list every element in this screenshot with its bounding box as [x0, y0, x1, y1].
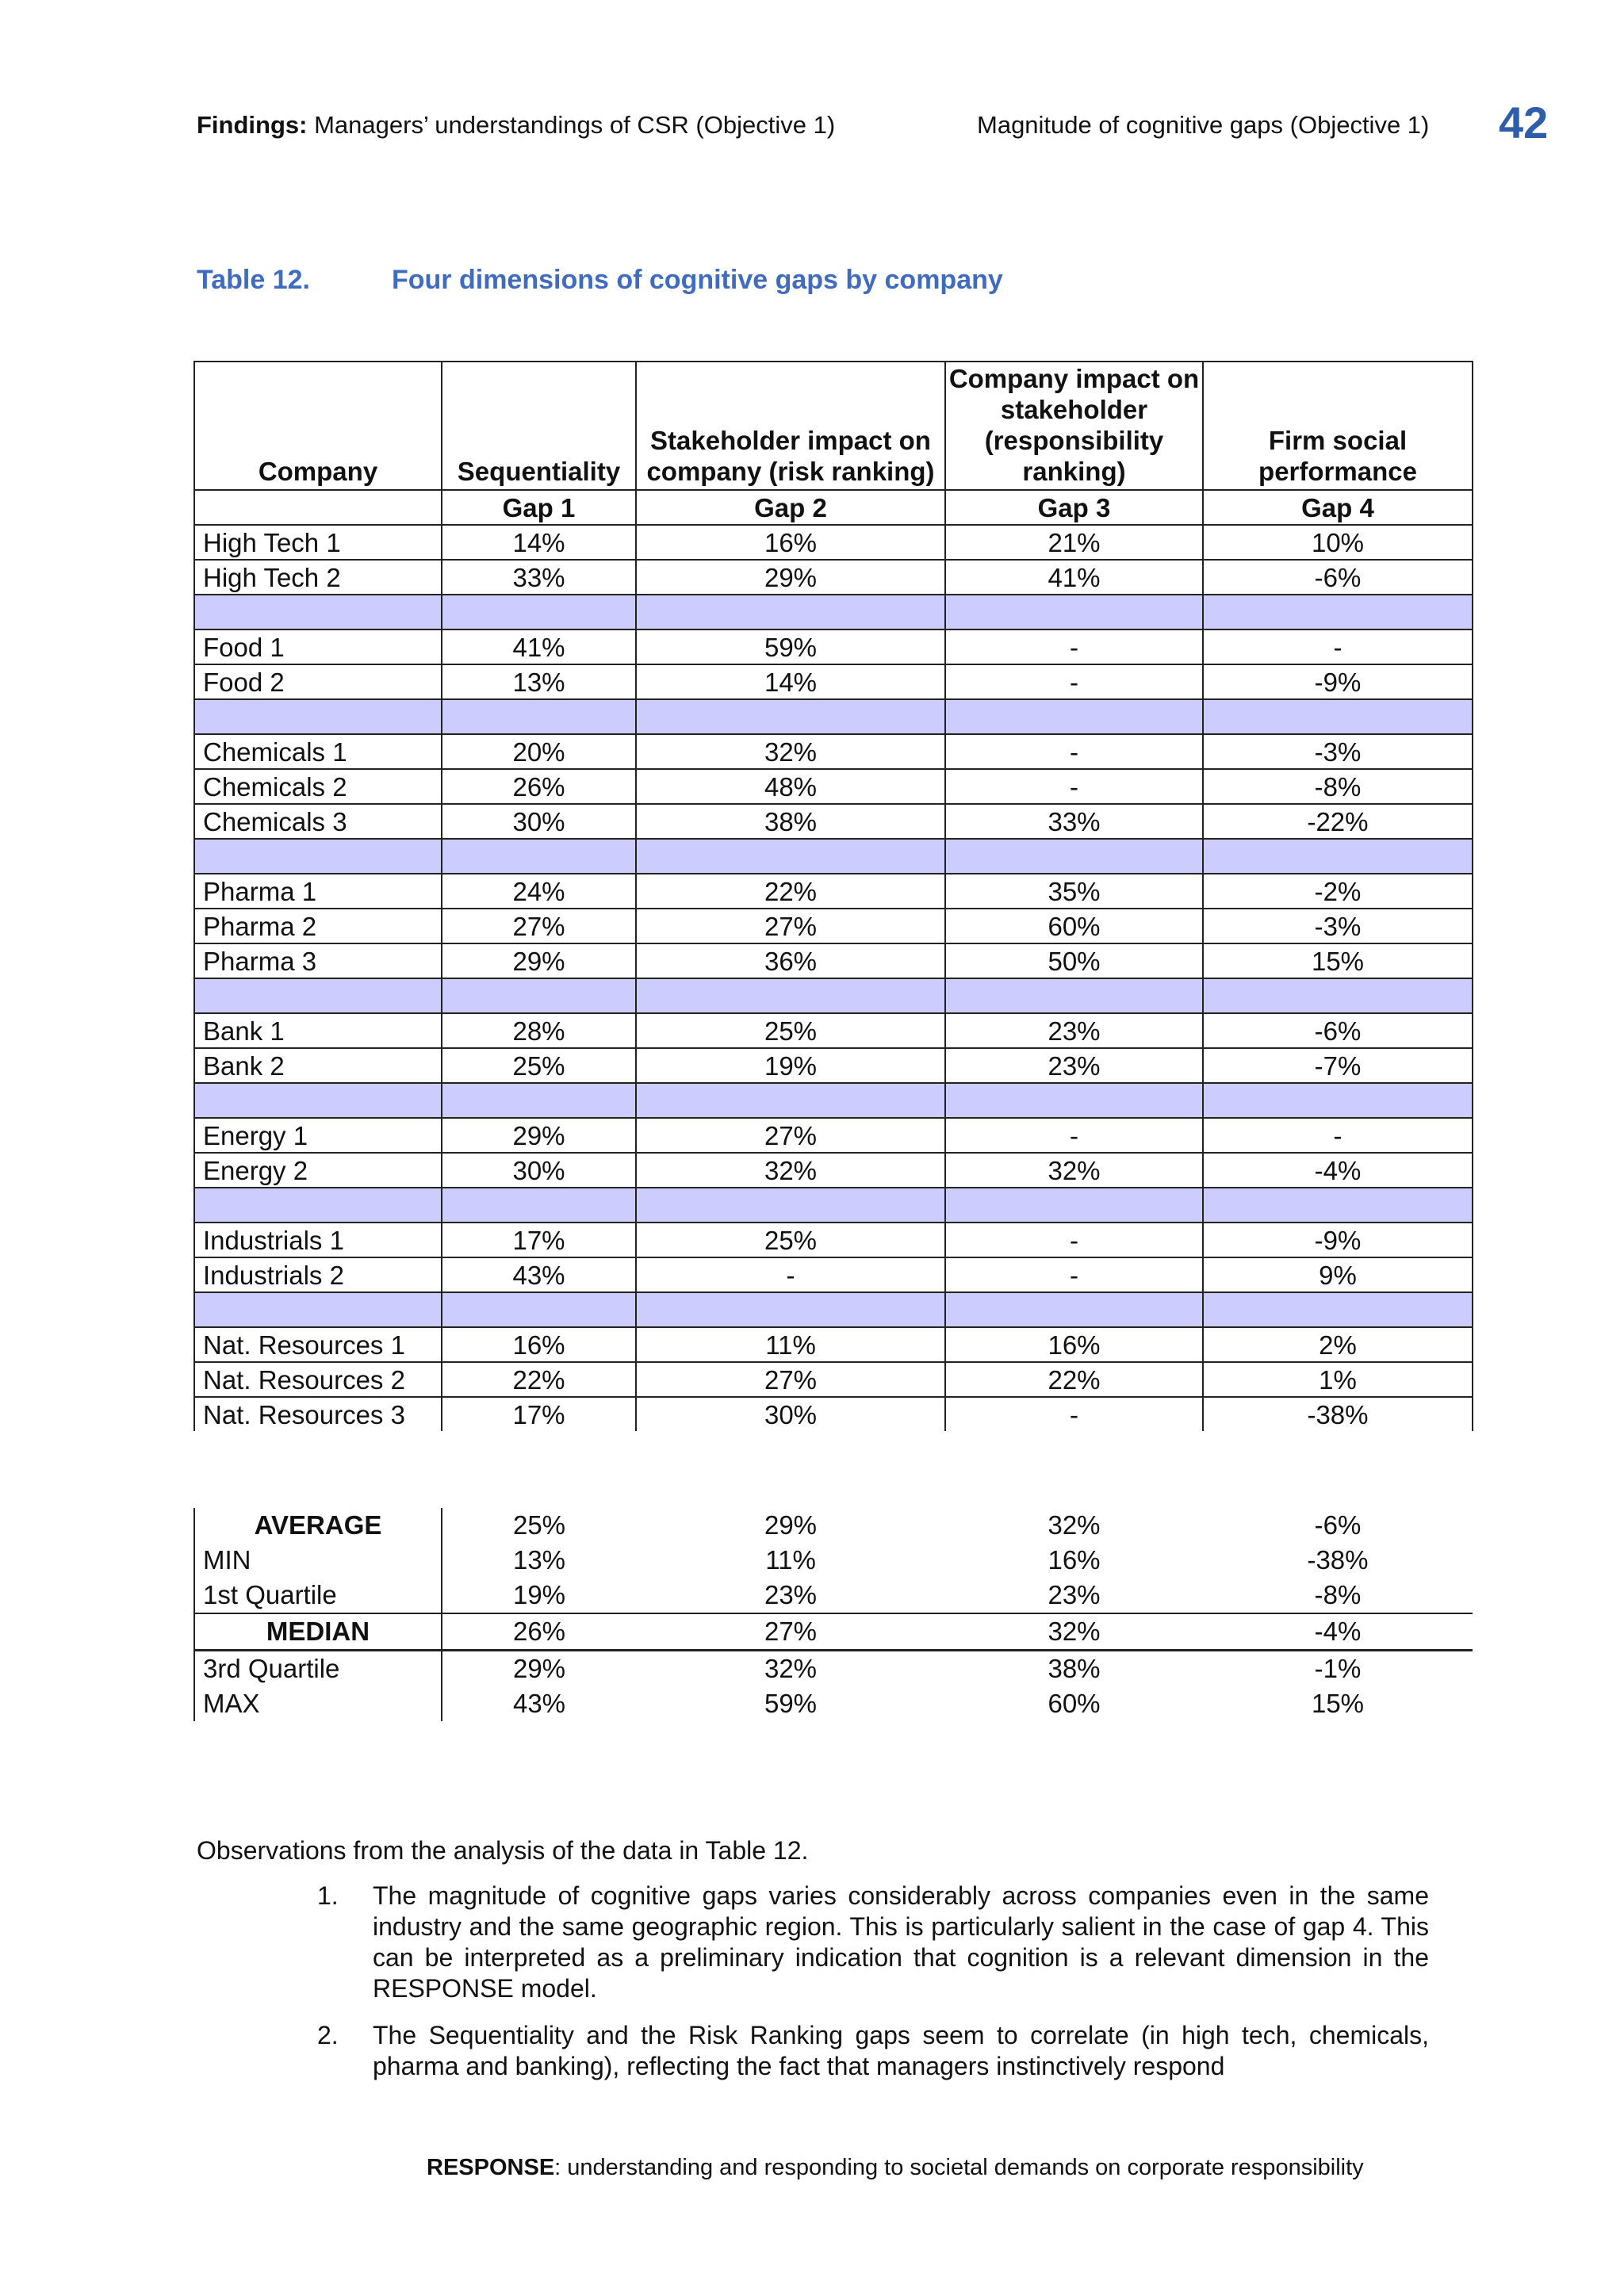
table-row [194, 1257, 1473, 1292]
stat-gap-1-cell: 43% [512, 1689, 566, 1718]
stat-gap-2-cell: 27% [636, 1613, 945, 1651]
gap-4-header: Gap 4 [1203, 490, 1473, 525]
gap-3-cell: 22% [945, 1362, 1203, 1397]
company-cell: Nat. Resources 3 [194, 1397, 442, 1431]
page-number: 42 [1499, 98, 1549, 147]
company-cell: Food 2 [194, 664, 442, 699]
separator-cell [945, 1083, 1203, 1118]
company-cell: Nat. Resources 2 [194, 1362, 442, 1397]
stat-gap-1-cell: 19% [512, 1580, 566, 1609]
gap-3-cell: 41% [945, 560, 1203, 595]
gap-2-cell: 27% [636, 1362, 945, 1397]
table-row [194, 1327, 1473, 1362]
gap-1-cell: 26% [442, 769, 636, 804]
gap-2-cell: 25% [636, 1013, 945, 1048]
gap-4-cell: -2% [1203, 874, 1473, 909]
separator-cell [194, 1292, 442, 1327]
gap-4-cell: -9% [1203, 664, 1473, 699]
gap-4-cell: 10% [1203, 525, 1473, 560]
gap-4-cell: 15% [1203, 943, 1473, 978]
gap-2-cell: 11% [636, 1327, 945, 1362]
gap-1-cell: 28% [442, 1013, 636, 1048]
separator-cell [442, 978, 636, 1013]
gap-1-cell: 14% [442, 525, 636, 560]
gap-2-cell: 38% [636, 804, 945, 839]
separator-cell [1203, 1083, 1473, 1118]
separator-cell [636, 1292, 945, 1327]
company-cell: Nat. Resources 1 [194, 1327, 442, 1362]
observation-number: 1. [317, 1881, 339, 1910]
separator-cell [636, 1083, 945, 1118]
stat-gap-2-cell: 29% [764, 1510, 818, 1540]
table-row [194, 1048, 1473, 1083]
gap-2-cell: 30% [636, 1397, 945, 1431]
gap-4-cell: - [1203, 1118, 1473, 1153]
running-footer [427, 2155, 1364, 2181]
gap-1-cell: 33% [442, 560, 636, 595]
gap-2-cell: 14% [636, 664, 945, 699]
stat-gap-2-cell: 59% [764, 1689, 818, 1718]
table-row [194, 664, 1473, 699]
company-cell: Chemicals 2 [194, 769, 442, 804]
table-row [194, 629, 1473, 664]
gap-4-cell: -8% [1203, 769, 1473, 804]
observation-text: The Sequentiality and the Risk Ranking gaps seem to correlate (in high tech, chemicals, pharma and banking), reflecting the fact that managers instinctively respond [373, 2021, 1429, 2080]
stat-gap-2-cell: 32% [764, 1654, 818, 1683]
separator-cell [945, 978, 1203, 1013]
group-separator-row [194, 1188, 1473, 1223]
table-row [194, 1118, 1473, 1153]
stat-gap-3-cell: 60% [1048, 1689, 1101, 1718]
gap-3-header: Gap 3 [945, 490, 1203, 525]
stat-gap-4-cell: -6% [1314, 1510, 1362, 1540]
stat-gap-1-cell: 29% [512, 1654, 566, 1683]
table-header-row [194, 362, 1473, 490]
gap-3-cell: - [945, 664, 1203, 699]
gap-4-cell: -38% [1203, 1397, 1473, 1431]
gap-4-cell: -7% [1203, 1048, 1473, 1083]
stats-row [194, 1543, 1473, 1578]
gap-2-cell: 32% [636, 734, 945, 769]
gap-1-cell: 29% [442, 943, 636, 978]
stat-label-cell: MIN [194, 1543, 442, 1578]
stat-gap-1-cell: 13% [512, 1545, 566, 1575]
company-cell: High Tech 1 [194, 525, 442, 560]
table-row [194, 1362, 1473, 1397]
table-caption-label: Table 12. [197, 265, 310, 295]
stat-gap-1-cell: 26% [442, 1613, 636, 1651]
gap-3-cell: 16% [945, 1327, 1203, 1362]
table-row [194, 734, 1473, 769]
gap-1-cell: 24% [442, 874, 636, 909]
column-header-risk-ranking: Stakeholder impact on company (risk ranking) [636, 362, 945, 490]
separator-cell [194, 595, 442, 629]
company-cell: Bank 2 [194, 1048, 442, 1083]
separator-cell [442, 595, 636, 629]
gap-3-cell: 33% [945, 804, 1203, 839]
company-cell: Industrials 1 [194, 1223, 442, 1257]
table-row [194, 1013, 1473, 1048]
gap-4-cell: -3% [1203, 909, 1473, 943]
table-caption [197, 265, 1003, 296]
gap-3-cell: - [945, 1223, 1203, 1257]
gap-1-cell: 27% [442, 909, 636, 943]
gap-2-cell: 19% [636, 1048, 945, 1083]
column-header-sequentiality: Sequentiality [442, 362, 636, 490]
gap-3-cell: 23% [945, 1013, 1203, 1048]
gap-3-cell: 50% [945, 943, 1203, 978]
company-cell: Chemicals 1 [194, 734, 442, 769]
stat-gap-3-cell: 38% [1048, 1654, 1101, 1683]
gap-3-cell: - [945, 769, 1203, 804]
observations-intro: Observations from the analysis of the data in Table 12. [197, 1836, 809, 1865]
stat-label-cell: 3rd Quartile [194, 1651, 442, 1687]
cognitive-gaps-table [193, 361, 1473, 1431]
gap-4-cell: 2% [1203, 1327, 1473, 1362]
observations-list [317, 1881, 1429, 2098]
footer-project-name: RESPONSE [427, 2155, 555, 2180]
separator-cell [442, 1188, 636, 1223]
summary-statistics-table [193, 1508, 1473, 1721]
table-row [194, 909, 1473, 943]
table-row [194, 1223, 1473, 1257]
separator-cell [442, 699, 636, 734]
stat-gap-3-cell: 16% [1048, 1545, 1101, 1575]
separator-cell [1203, 1292, 1473, 1327]
company-cell: Energy 2 [194, 1153, 442, 1188]
stat-gap-4-cell: -38% [1307, 1545, 1369, 1575]
company-cell: Bank 1 [194, 1013, 442, 1048]
gap-3-cell: 32% [945, 1153, 1203, 1188]
company-cell: Energy 1 [194, 1118, 442, 1153]
running-header-left [197, 111, 835, 140]
table-row [194, 943, 1473, 978]
gap-2-cell: 16% [636, 525, 945, 560]
separator-cell [1203, 699, 1473, 734]
stats-row [194, 1686, 1473, 1721]
separator-cell [945, 595, 1203, 629]
gap-2-cell: 25% [636, 1223, 945, 1257]
stat-gap-3-cell: 23% [1048, 1580, 1101, 1609]
gap-2-cell: 59% [636, 629, 945, 664]
observation-item [317, 1881, 1429, 2004]
gap-3-cell: - [945, 1118, 1203, 1153]
footer-text: : understanding and responding to societal demands on corporate responsibility [554, 2155, 1364, 2180]
separator-cell [194, 1083, 442, 1118]
company-cell: Industrials 2 [194, 1257, 442, 1292]
gap-3-cell: 21% [945, 525, 1203, 560]
stat-label-cell: 1st Quartile [194, 1578, 442, 1613]
table-row [194, 1397, 1473, 1431]
gap-4-cell: - [1203, 629, 1473, 664]
group-separator-row [194, 1292, 1473, 1327]
table-caption-text: Four dimensions of cognitive gaps by company [392, 265, 1003, 295]
group-separator-row [194, 699, 1473, 734]
stat-gap-4-cell: 15% [1311, 1689, 1365, 1718]
column-header-firm-social-performance: Firm social performance [1203, 362, 1473, 490]
stat-label-cell: AVERAGE [194, 1508, 442, 1543]
gap-4-cell: -4% [1203, 1153, 1473, 1188]
gap-1-cell: 22% [442, 1362, 636, 1397]
group-separator-row [194, 839, 1473, 874]
gap-1-cell: 25% [442, 1048, 636, 1083]
separator-cell [442, 839, 636, 874]
stat-gap-3-cell: 32% [945, 1613, 1203, 1651]
table-row [194, 560, 1473, 595]
gap-1-cell: 43% [442, 1257, 636, 1292]
table-row [194, 874, 1473, 909]
gap-1-cell: 13% [442, 664, 636, 699]
gap-4-cell: -6% [1203, 560, 1473, 595]
group-separator-row [194, 595, 1473, 629]
stats-row [194, 1508, 1473, 1543]
separator-cell [194, 839, 442, 874]
stat-label-cell: MEDIAN [194, 1613, 442, 1651]
stat-gap-2-cell: 11% [765, 1545, 816, 1575]
gap-2-cell: 36% [636, 943, 945, 978]
header-section-text: Managers’ understandings of CSR (Objective 1) [307, 111, 836, 139]
gap-2-cell: 29% [636, 560, 945, 595]
table-row [194, 1153, 1473, 1188]
gap-1-cell: 41% [442, 629, 636, 664]
observation-text: The magnitude of cognitive gaps varies considerably across companies even in the same industry and the same geographic region. This is particularly salient in the case of gap 4. This can be interpreted as a preliminary indication that cognition is a relevant dimension in the RESPONSE model. [373, 1881, 1429, 2003]
gap-4-cell: -3% [1203, 734, 1473, 769]
gap-3-cell: 35% [945, 874, 1203, 909]
company-cell: High Tech 2 [194, 560, 442, 595]
table-row [194, 525, 1473, 560]
gap-2-cell: 27% [636, 909, 945, 943]
stat-gap-4-cell: -4% [1203, 1613, 1473, 1651]
gap-4-cell: -6% [1203, 1013, 1473, 1048]
gap-1-cell: 17% [442, 1397, 636, 1431]
stat-gap-2-cell: 23% [764, 1580, 818, 1609]
stat-gap-1-cell: 25% [512, 1510, 566, 1540]
running-header-right: Magnitude of cognitive gaps (Objective 1) [977, 111, 1430, 139]
company-cell: Pharma 2 [194, 909, 442, 943]
separator-cell [945, 1292, 1203, 1327]
separator-cell [442, 1083, 636, 1118]
stats-row [194, 1651, 1473, 1687]
gap-3-cell: - [945, 629, 1203, 664]
separator-cell [194, 1188, 442, 1223]
company-cell: Pharma 3 [194, 943, 442, 978]
separator-cell [636, 595, 945, 629]
gap-4-cell: -22% [1203, 804, 1473, 839]
separator-cell [636, 699, 945, 734]
gap-1-cell: 29% [442, 1118, 636, 1153]
company-cell: Chemicals 3 [194, 804, 442, 839]
separator-cell [1203, 595, 1473, 629]
group-separator-row [194, 1083, 1473, 1118]
gap-4-cell: 9% [1203, 1257, 1473, 1292]
column-header-responsibility-ranking: Company impact on stakeholder (responsibility ranking) [945, 362, 1203, 490]
gap-1-cell: 17% [442, 1223, 636, 1257]
gap-4-cell: 1% [1203, 1362, 1473, 1397]
separator-cell [636, 1188, 945, 1223]
gap-3-cell: - [945, 1397, 1203, 1431]
separator-cell [945, 1188, 1203, 1223]
gap-1-cell: 16% [442, 1327, 636, 1362]
gap-2-header: Gap 2 [636, 490, 945, 525]
separator-cell [194, 699, 442, 734]
gap-2-cell: 22% [636, 874, 945, 909]
stat-gap-4-cell: -8% [1314, 1580, 1362, 1609]
observation-number: 2. [317, 2021, 339, 2049]
header-section-label: Findings: [197, 111, 308, 139]
stat-label-cell: MAX [194, 1686, 442, 1721]
gap-3-cell: - [945, 1257, 1203, 1292]
company-cell: Pharma 1 [194, 874, 442, 909]
gap-2-cell: 32% [636, 1153, 945, 1188]
separator-cell [194, 978, 442, 1013]
gap-4-cell: -9% [1203, 1223, 1473, 1257]
table-row [194, 769, 1473, 804]
table-row [194, 804, 1473, 839]
gap-header-blank [194, 490, 442, 525]
group-separator-row [194, 978, 1473, 1013]
gap-2-cell: - [636, 1257, 945, 1292]
gap-1-cell: 30% [442, 1153, 636, 1188]
separator-cell [1203, 1188, 1473, 1223]
gap-1-cell: 20% [442, 734, 636, 769]
company-cell: Food 1 [194, 629, 442, 664]
stat-gap-3-cell: 32% [1048, 1510, 1101, 1540]
gap-2-cell: 48% [636, 769, 945, 804]
observation-item [317, 2020, 1429, 2082]
gap-3-cell: 60% [945, 909, 1203, 943]
separator-cell [945, 839, 1203, 874]
separator-cell [636, 839, 945, 874]
separator-cell [945, 699, 1203, 734]
gap-1-cell: 30% [442, 804, 636, 839]
separator-cell [1203, 978, 1473, 1013]
gap-2-cell: 27% [636, 1118, 945, 1153]
gap-3-cell: - [945, 734, 1203, 769]
gap-3-cell: 23% [945, 1048, 1203, 1083]
stats-row [194, 1578, 1473, 1613]
gap-header-row [194, 490, 1473, 525]
gap-1-header: Gap 1 [442, 490, 636, 525]
separator-cell [1203, 839, 1473, 874]
separator-cell [442, 1292, 636, 1327]
stat-gap-4-cell: -1% [1314, 1654, 1362, 1683]
separator-cell [636, 978, 945, 1013]
column-header-company: Company [194, 362, 442, 490]
stats-row [194, 1613, 1473, 1651]
